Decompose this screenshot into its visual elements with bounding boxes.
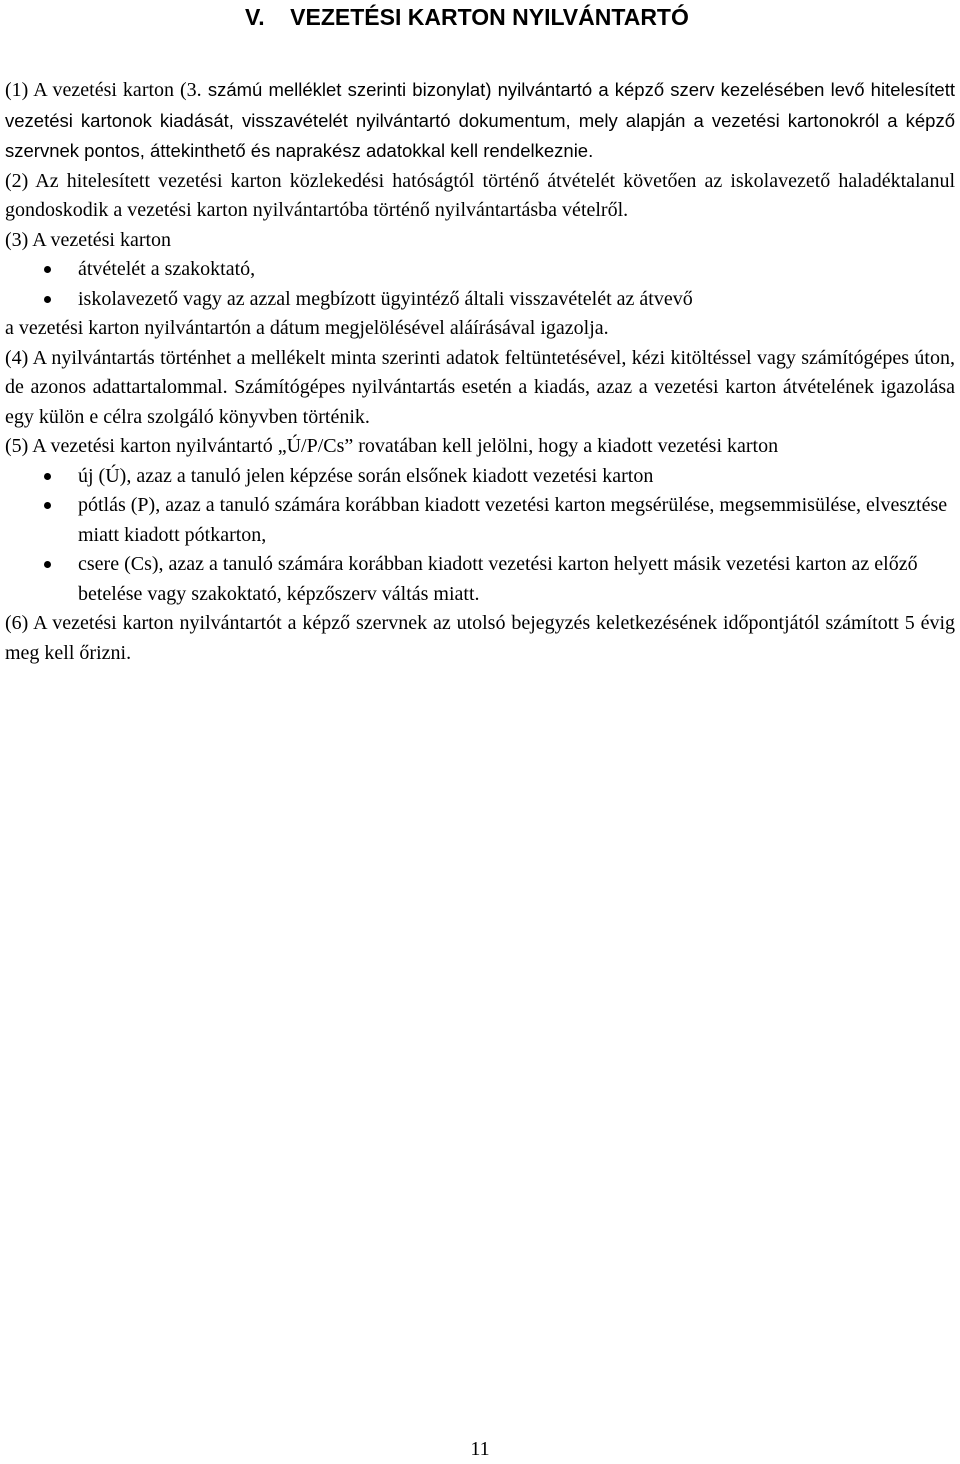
paragraph-2: (2) Az hitelesített vezetési karton közlekedési hatóságtól történő átvételét követően az iskolavezető haladéktalanul gondoskodik a vezetési karton nyilvántartóba történő nyilvántartásba vételről. — [5, 169, 955, 221]
section-heading: V. VEZETÉSI KARTON NYILVÁNTARTÓ — [245, 4, 689, 30]
paragraph-5-list — [5, 462, 955, 610]
paragraph-3-list — [5, 255, 955, 314]
paragraph-5-intro: (5) A vezetési karton nyilvántartó „Ú/P/Cs” rovatában kell jelölni, hogy a kiadott vezetési karton — [5, 435, 779, 457]
paragraph-1-rest: számú melléklet szerinti bizonylat) nyilvántartó a képző szerv kezelésében levő hitelesített vezetési kartonok kiadását, visszavételét nyilvántartó dokumentum, mely alapján a vezetési kartonokról a képző szervnek pontos, áttekinthető és naprakész adatokkal kell rendelkeznie. — [5, 79, 955, 161]
paragraph-6: (6) A vezetési karton nyilvántartót a képző szervnek az utolsó bejegyzés keletkezésének időpontjától számított 5 évig meg kell őrizni. — [5, 612, 955, 664]
list-item: iskolavezető vagy az azzal megbízott ügyintéző általi visszavételét az átvevő — [5, 285, 955, 315]
page-number: 11 — [470, 1438, 490, 1460]
list-item: átvételét a szakoktató, — [5, 255, 955, 285]
list-item: új (Ú), azaz a tanuló jelen képzése során elsőnek kiadott vezetési karton — [5, 462, 955, 492]
paragraph-1-lead: (1) A vezetési karton (3. — [5, 79, 202, 101]
document-body — [5, 75, 955, 668]
paragraph-3-intro: (3) A vezetési karton — [5, 228, 172, 251]
list-item: csere (Cs), azaz a tanuló számára korábban kiadott vezetési karton helyett másik vezetési karton az előző betelése vagy szakoktató, képzőszerv váltás miatt. — [5, 550, 955, 609]
paragraph-4: (4) A nyilvántartás történhet a mellékelt minta szerinti adatok feltüntetésével, kézi kitöltéssel vagy számítógépes úton, de azonos adattartalommal. Számítógépes nyilvántartás esetén a kiadás, azaz a vezetési karton átvételének igazolása egy külön e célra szolgáló könyvben történik. — [5, 346, 955, 428]
list-item: pótlás (P), azaz a tanuló számára korábban kiadott vezetési karton megsérülése, megsemmisülése, elvesztése miatt kiadott pótkarton, — [5, 491, 955, 550]
paragraph-1 — [5, 75, 955, 167]
paragraph-3-outro: a vezetési karton nyilvántartón a dátum megjelölésével aláírásával igazolja. — [5, 317, 609, 339]
